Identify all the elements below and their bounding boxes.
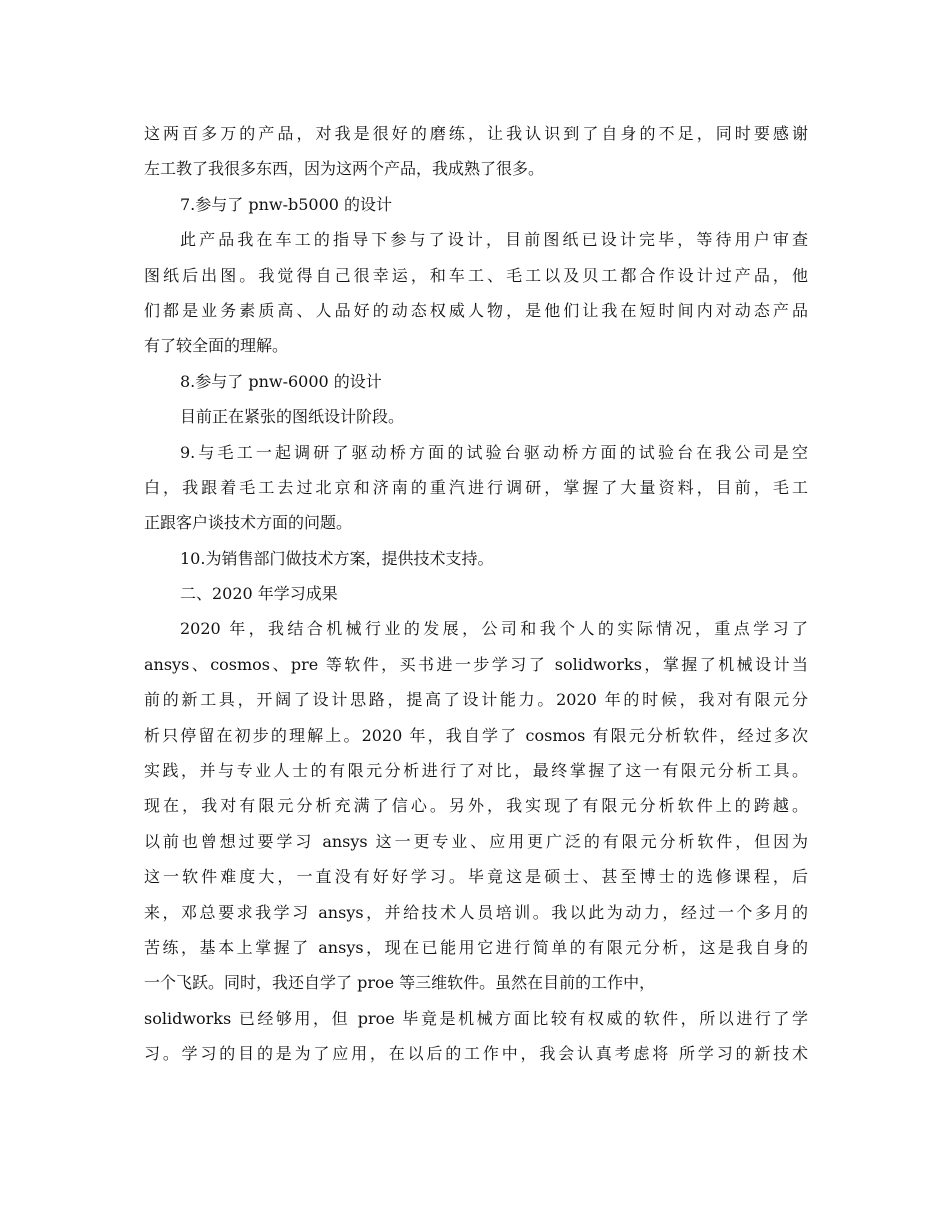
list-item-heading: 9.与毛工一起调研了驱动桥方面的试验台驱动桥方面的试验台在我公司是空 — [180, 442, 808, 462]
text-line: 前的新工具，开阔了设计思路，提高了设计能力。2020 年的时候，我对有限元分 — [144, 690, 808, 710]
text-line: 左工教了我很多东西，因为这两个产品，我成熟了很多。 — [144, 159, 545, 179]
text-line: ansys、cosmos、pre 等软件，买书进一步学习了 solidworks，掌握了机械设计当 — [144, 654, 808, 674]
text-line: 来，邓总要求我学习 ansys，并给技术人员培训。我以此为动力，经过一个多月的 — [144, 902, 808, 922]
text-line: 现在，我对有限元分析充满了信心。另外，我实现了有限元分析软件上的跨越。 — [144, 796, 808, 816]
text-line: 析只停留在初步的理解上。2020 年，我自学了 cosmos 有限元分析软件，经过多次 — [144, 725, 808, 745]
text-line: 实践，并与专业人士的有限元分析进行了对比，最终掌握了这一有限元分析工具。 — [144, 761, 808, 781]
text-line: 2020 年，我结合机械行业的发展，公司和我个人的实际情况，重点学习了 — [180, 619, 808, 639]
text-line: 习。学习的目的是为了应用，在以后的工作中，我会认真考虑将 所学习的新技术 — [144, 1044, 808, 1064]
text-line: 苦练，基本上掌握了 ansys，现在已能用它进行简单的有限元分析，这是我自身的 — [144, 937, 808, 957]
text-line: 此产品我在车工的指导下参与了设计，目前图纸已设计完毕，等待用户审查 — [180, 230, 808, 250]
text-line: 这两百多万的产品，对我是很好的磨练，让我认识到了自身的不足，同时要感谢 — [144, 124, 808, 143]
text-line: 们都是业务素质高、人品好的动态权威人物，是他们让我在短时间内对动态产品 — [144, 300, 808, 320]
text-line: 一个飞跃。同时，我还自学了 proe 等三维软件。虽然在目前的工作中， — [144, 973, 656, 993]
section-heading: 二、2020 年学习成果 — [180, 584, 338, 604]
text-line: 这一软件难度大，一直没有好好学习。毕竟这是硕士、甚至博士的选修课程，后 — [144, 867, 808, 887]
document-body — [144, 116, 808, 1072]
list-item-heading: 10.为销售部门做技术方案，提供技术支持。 — [180, 548, 494, 568]
list-item-heading: 8.参与了 pnw-6000 的设计 — [180, 371, 382, 391]
text-line: 以前也曾想过要学习 ansys 这一更专业、应用更广泛的有限元分析软件，但因为 — [144, 831, 808, 851]
text-line: 白，我跟着毛工去过北京和济南的重汽进行调研，掌握了大量资料，目前，毛工 — [144, 477, 808, 497]
text-line: solidworks 已经够用，但 proe 毕竟是机械方面比较有权威的软件，所以进行了学 — [144, 1008, 808, 1028]
text-line: 有了较全面的理解。 — [144, 336, 289, 356]
list-item-heading: 7.参与了 pnw-b5000 的设计 — [180, 194, 393, 214]
text-line: 正跟客户谈技术方面的问题。 — [144, 513, 353, 533]
text-line: 目前正在紧张的图纸设计阶段。 — [180, 407, 405, 427]
text-line: 图纸后出图。我觉得自己很幸运，和车工、毛工以及贝工都合作设计过产品，他 — [144, 265, 808, 285]
